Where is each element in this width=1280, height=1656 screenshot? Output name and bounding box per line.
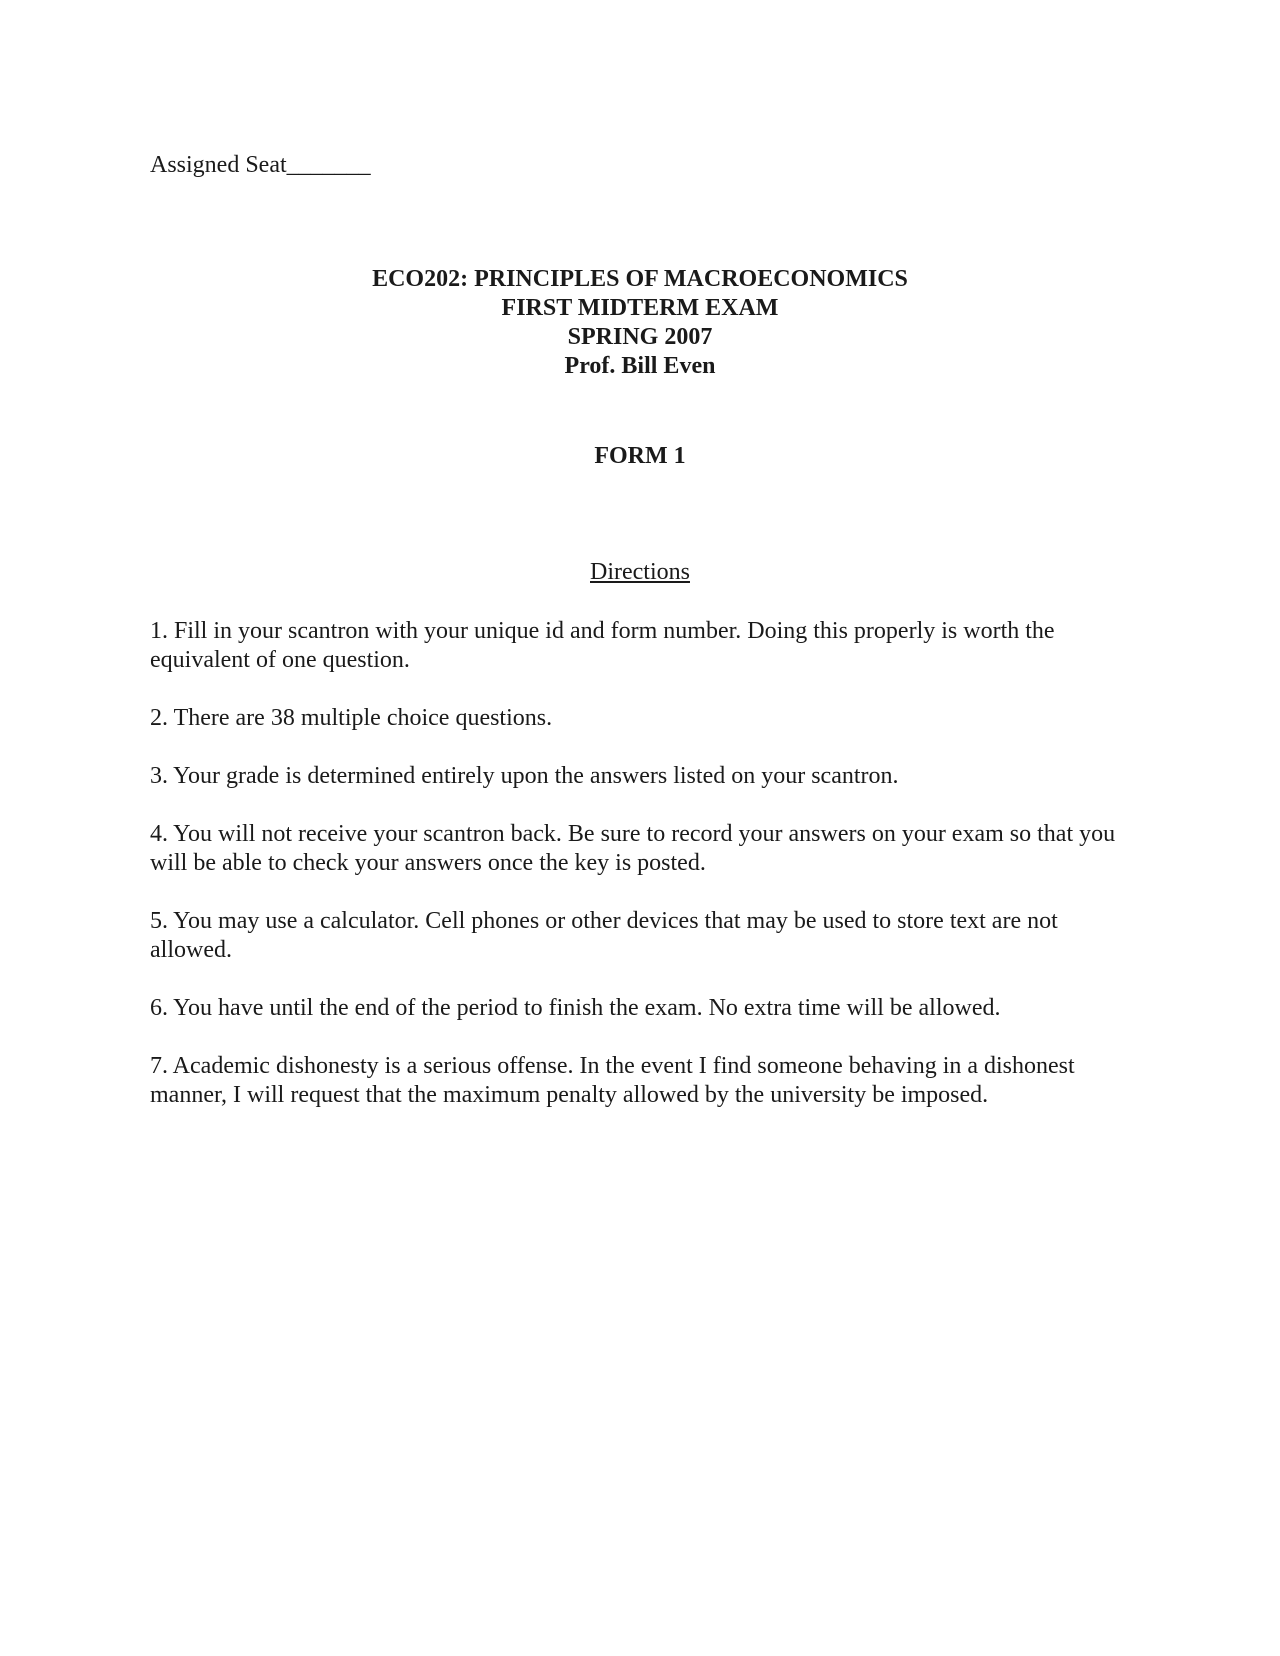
form-number: FORM 1: [594, 443, 686, 469]
course-title: ECO202: PRINCIPLES OF MACROECONOMICS: [372, 266, 908, 292]
exam-title-block: [0, 265, 1280, 381]
direction-item-7: 7. Academic dishonesty is a serious offense. In the event I find someone behaving in a dishonest manner, I will request that the maximum penalty allowed by the university be imposed.: [150, 1053, 1075, 1108]
direction-item-4: 4. You will not receive your scantron back. Be sure to record your answers on your exam so that you will be able to check your answers once the key is posted.: [150, 821, 1116, 876]
directions-list: [150, 617, 1130, 1139]
exam-name: FIRST MIDTERM EXAM: [501, 295, 779, 321]
directions-heading-text: Directions: [590, 559, 690, 585]
direction-item-1: 1. Fill in your scantron with your unique id and form number. Doing this properly is worth the equivalent of one question.: [150, 618, 1055, 673]
exam-term: SPRING 2007: [567, 324, 713, 350]
direction-item-3: 3. Your grade is determined entirely upon the answers listed on your scantron.: [150, 763, 899, 789]
directions-heading: [0, 558, 1280, 587]
direction-item-2: 2. There are 38 multiple choice questions.: [150, 705, 553, 731]
professor-name: Prof. Bill Even: [564, 353, 716, 379]
direction-item-5: 5. You may use a calculator. Cell phones or other devices that may be used to store text are not allowed.: [150, 908, 1058, 963]
assigned-seat-field: Assigned Seat_______: [150, 152, 371, 178]
direction-item-6: 6. You have until the end of the period to finish the exam. No extra time will be allowed.: [150, 995, 1001, 1021]
